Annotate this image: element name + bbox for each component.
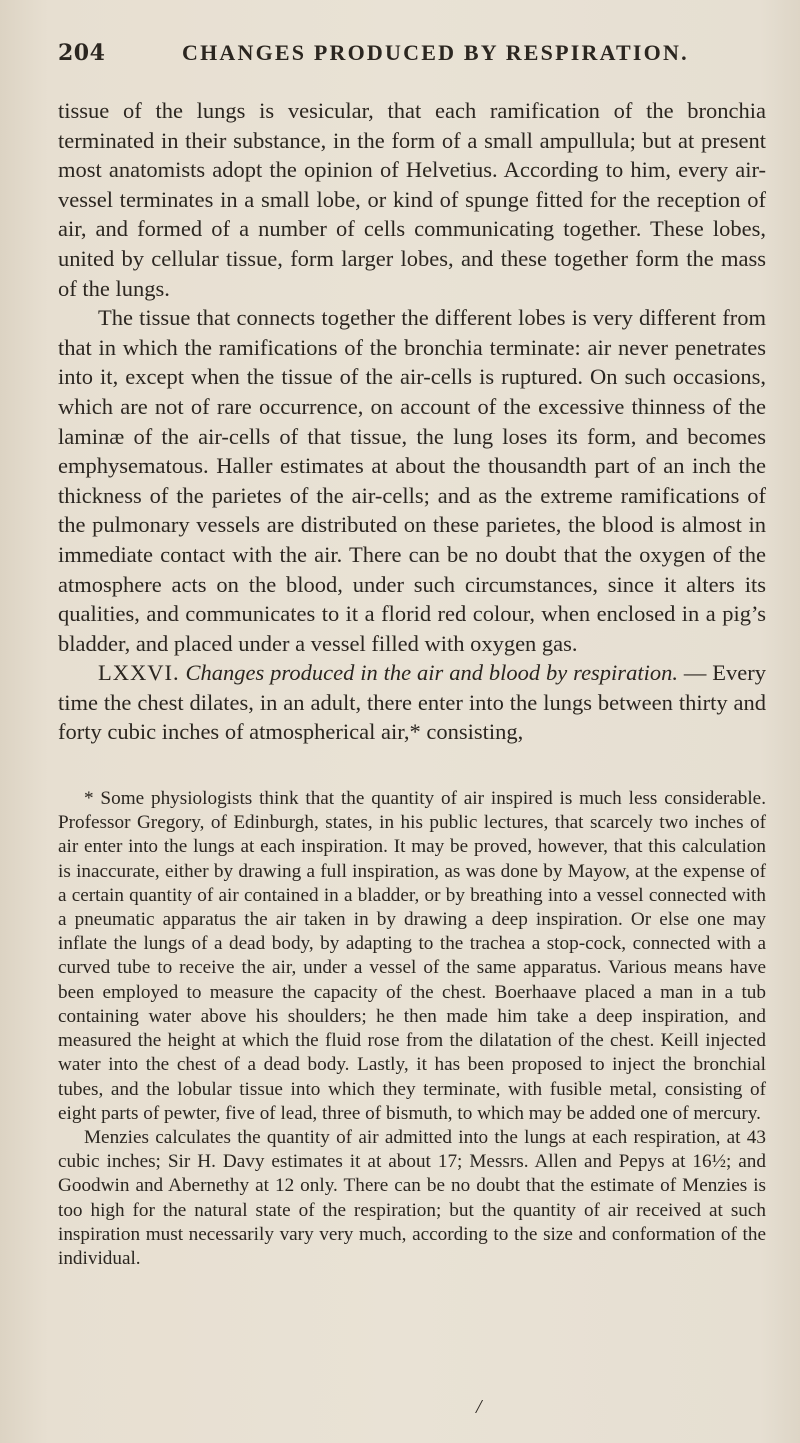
paragraph-1: tissue of the lungs is vesicular, that each ramification of the bronchia terminated in their substance, in the form of a small ampullula; but at present most anatomists adopt the opinion of Helvetius. According to him, every air-vessel terminates in a small lobe, or kind of spunge fitted for the reception of air, and formed of a number of cells communicating together. These lobes, united by cellular tissue, form larger lobes, and these together form the mass of the lungs. (58, 98, 766, 301)
footnote-1: * Some physiologists think that the quantity of air inspired is much less considerable. Professor Gregory, of Edinburgh, states, in his public lectures, that scarcely two inches of air enter into the lungs at each inspiration. It may be proved, however, that this calculation is inaccurate, either by drawing a full inspiration, as was done by Mayow, at the expense of a certain quantity of air contained in a bladder, or by breathing into a vessel connected with a pneumatic apparatus the air taken in by drawing a deep inspiration. Or else one may inflate the lungs of a dead body, by adapting to the trachea a stop-cock, connected with a curved tube to receive the air, under a vessel of the same apparatus. Various means have been employed to measure the capacity of the chest. Boerhaave placed a man in a tub containing water above his shoulders; he then made him take a deep inspiration, and measured the height at which the fluid rose from the dilatation of the chest. Keill injected water into the chest of a dead body. Lastly, it has been proposed to inject the bronchial tubes, and the lobular tissue into which they terminate, with fusible metal, consisting of eight parts of pewter, five of lead, three of bismuth, to which may be added one of mercury. (58, 788, 766, 1124)
paragraph-3 (58, 658, 766, 747)
book-page (58, 40, 766, 1271)
running-head: CHANGES PRODUCED BY RESPIRATION. (182, 40, 689, 65)
section-title: Changes produced in the air and blood by respiration. (185, 660, 678, 686)
footnotes (58, 787, 766, 1271)
main-text (58, 96, 766, 747)
page-number: 204 (58, 40, 106, 66)
stray-mark: / (476, 1396, 482, 1418)
paragraph-2: The tissue that connects together the different lobes is very different from that in which the ramifications of the bronchia terminate: air never penetrates into it, except when the tissue of the air-cells is ruptured. On such occasions, which are not of rare occurrence, on account of the excessive thinness of the laminæ of the air-cells of that tissue, the lung loses its form, and becomes emphysematous. Haller estimates at about the thousandth part of an inch the thickness of the parietes of the air-cells; and as the extreme ramifications of the pulmonary vessels are distributed on these parietes, the blood is almost in immediate contact with the air. There can be no doubt that the oxygen of the atmosphere acts on the blood, under such circumstances, since it alters its qualities, and communicates to it a florid red colour, when enclosed in a pig’s bladder, and placed under a vessel filled with oxygen gas. (58, 305, 766, 656)
page-header (58, 40, 766, 80)
paragraph-3-text: — Every time the chest dilates, in an adult, there enter into the lungs between thirty and forty cubic inches of atmospherical air,* consisting, (58, 660, 766, 745)
footnote-2: Menzies calculates the quantity of air admitted into the lungs at each respiration, at 43 cubic inches; Sir H. Davy estimates it at about 17; Messrs. Allen and Pepys at 16½; and Goodwin and Abernethy at 12 only. There can be no doubt that the estimate of Menzies is too high for the natural state of the respiration; but the quantity of air received at such inspiration must necessarily vary very much, according to the size and conformation of the individual. (58, 1126, 766, 1269)
section-number: LXXVI. (98, 660, 180, 686)
